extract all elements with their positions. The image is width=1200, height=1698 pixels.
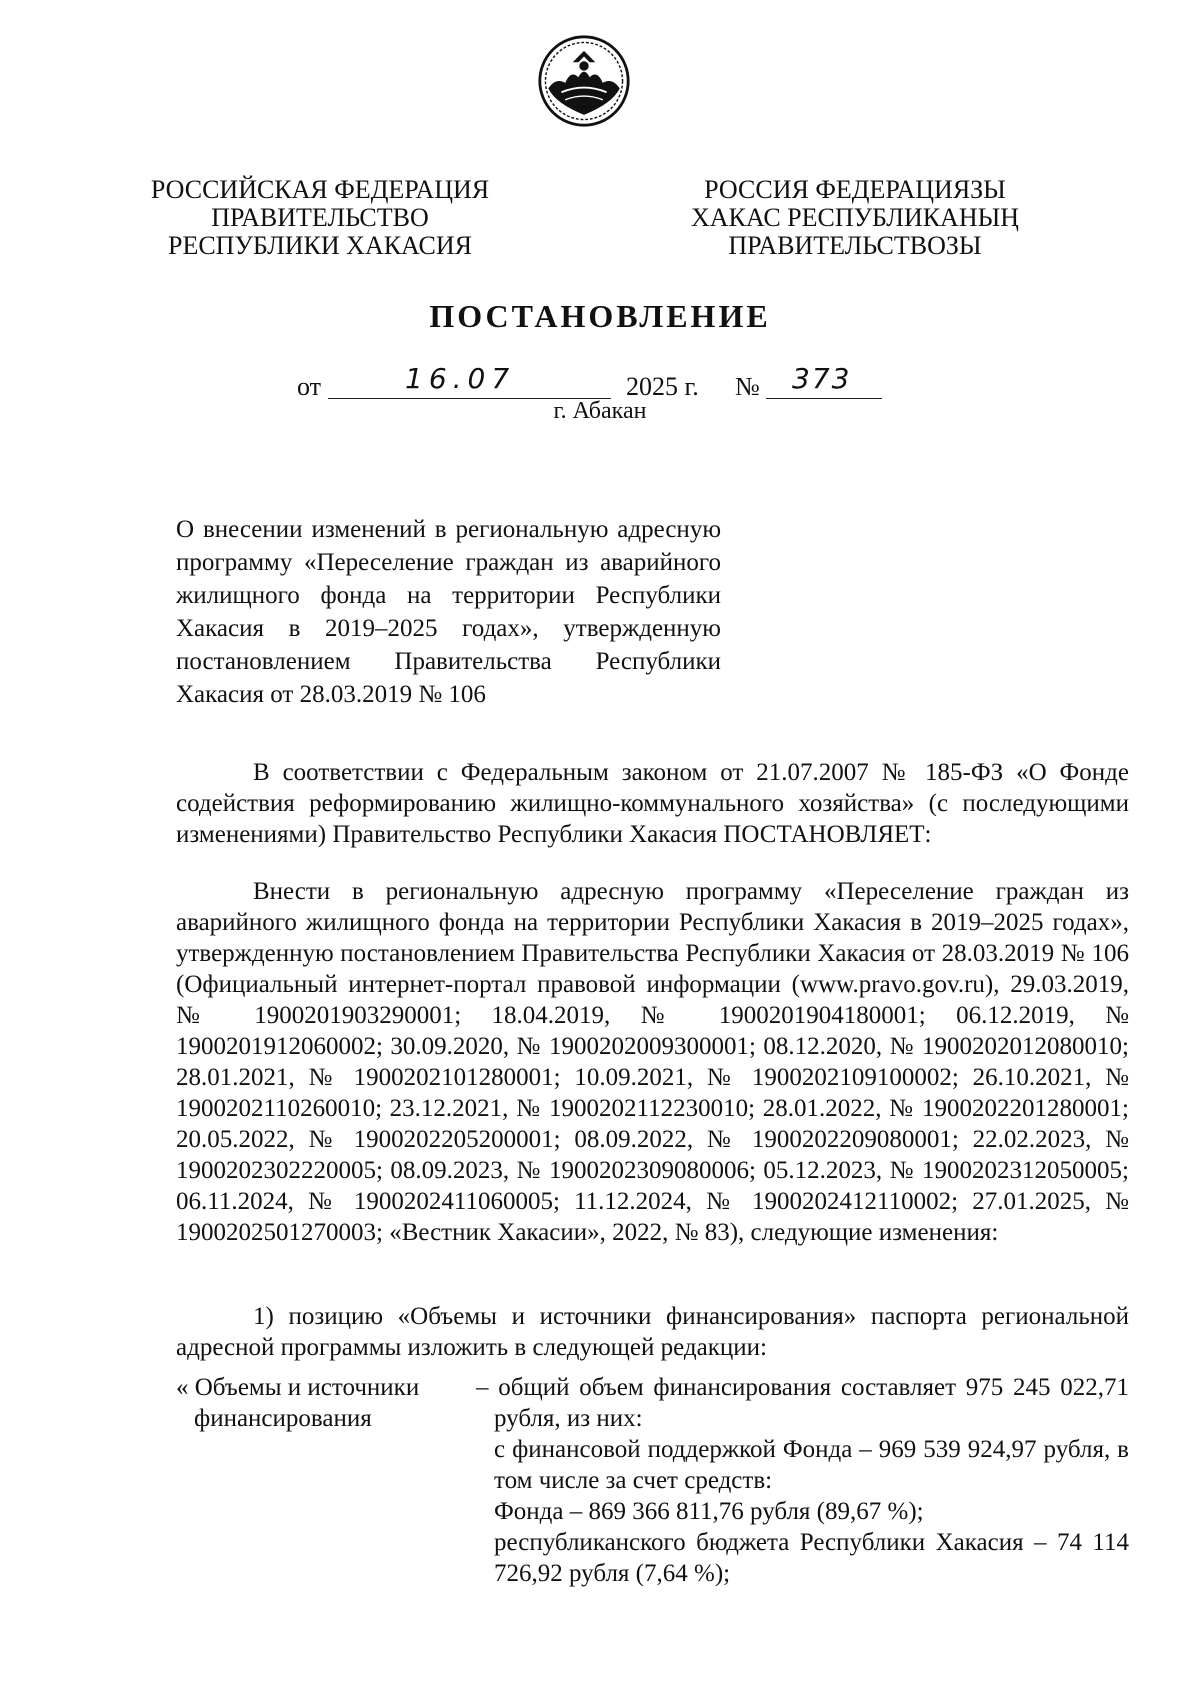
paragraph-text: 1) позицию «Объемы и источники финансирования» паспорта региональной адресной программы изложить в следующей редакции: [176, 1303, 1129, 1361]
handwritten-number: 373 [792, 362, 852, 395]
financing-line-1: – общий объем финансирования составляет 975 245 022,71 рубля, из них: [476, 1374, 1129, 1432]
header-right [690, 176, 1020, 260]
body-paragraph-1 [176, 757, 1129, 850]
header-left [145, 176, 495, 260]
header-right-line-1: РОССИЯ ФЕДЕРАЦИЯЗЫ [704, 175, 1006, 204]
document-subject: О внесении изменений в региональную адресную программу «Переселение граждан из аварийного жилищного фонда на территории Республики Хакасия в 2019–2025 годах», утвержденную постановлением Правительства Республики Хакасия от 28.03.2019 № 106 [176, 516, 721, 708]
label-line-1: « Объемы и источники [176, 1374, 420, 1401]
number-label: № [735, 372, 760, 401]
header-left-line-1: РОССИЙСКАЯ ФЕДЕРАЦИЯ [150, 175, 490, 204]
paragraph-text: В соответствии с Федеральным законом от 21.07.2007 № 185-ФЗ «О Фонде содействия реформированию жилищно-коммунального хозяйства» (с последующими изменениями) Правительство Республики Хакасия ПОСТАНОВЛЯЕТ: [176, 759, 1129, 848]
label-line-2: финансирования [194, 1405, 372, 1432]
financing-line-4: республиканского бюджета Республики Хакасия – 74 114 726,92 рубля (7,64 %); [494, 1529, 1129, 1587]
body-paragraph-2 [176, 876, 1129, 1248]
paragraph-text: Внести в региональную адресную программу «Переселение граждан из аварийного жилищного фонда на территории Республики Хакасия в 2019–2025 годах», утвержденную постановлением Правительства Республики Хакасия от 28.03.2019 № 106 (Официальный интернет-портал правовой информации (www.pravo.gov.ru), 29.03.2019, № 1900201903290001; 18.04.2019, № 1900201904180001; 06.12.2019, № 1900201912060002; 30.09.2020, № 1900202009300001; 08.12.2020, № 1900202012080010; 28.01.2021, № 1900202101280001; 10.09.2021, № 1900202109100002; 26.10.2021, № 1900202110260010; 23.12.2021, № 1900202112230010; 28.01.2022, № 1900202201280001; 20.05.2022, № 1900202205200001; 08.09.2022, № 1900202209080001; 22.02.2023, № 1900202302220005; 08.09.2023, № 1900202309080006; 05.12.2023, № 1900202312050005; 06.11.2024, № 1900202411060005; 11.12.2024, № 1900202412110002; 27.01.2025, № 1900202501270003; «Вестник Хакасии», 2022, № 83), следующие изменения: [176, 878, 1129, 1246]
financing-table-label [176, 1372, 466, 1434]
financing-line-3: Фонда – 869 366 811,76 рубля (89,67 %); [494, 1498, 924, 1525]
financing-line-2: с финансовой поддержкой Фонда – 969 539 924,97 рубля, в том числе за счет средств: [494, 1436, 1129, 1494]
document-title: ПОСТАНОВЛЕНИЕ [429, 298, 771, 334]
financing-table-content [476, 1372, 1129, 1589]
city: г. Абакан [553, 398, 647, 424]
year-label: 2025 г. [626, 372, 699, 401]
date-from-label: от [297, 372, 322, 401]
header-left-line-2: ПРАВИТЕЛЬСТВО [211, 203, 429, 232]
header-left-line-3: РЕСПУБЛИКИ ХАКАСИЯ [167, 231, 472, 260]
header-right-line-2: ХАКАС РЕСПУБЛИКАНЫҢ [690, 203, 1020, 232]
coat-of-arms-of-khakassia-icon [537, 34, 631, 128]
body-paragraph-3 [176, 1301, 1129, 1363]
header-right-line-3: ПРАВИТЕЛЬСТВОЗЫ [728, 231, 982, 260]
handwritten-date: 16.07 [405, 362, 516, 395]
